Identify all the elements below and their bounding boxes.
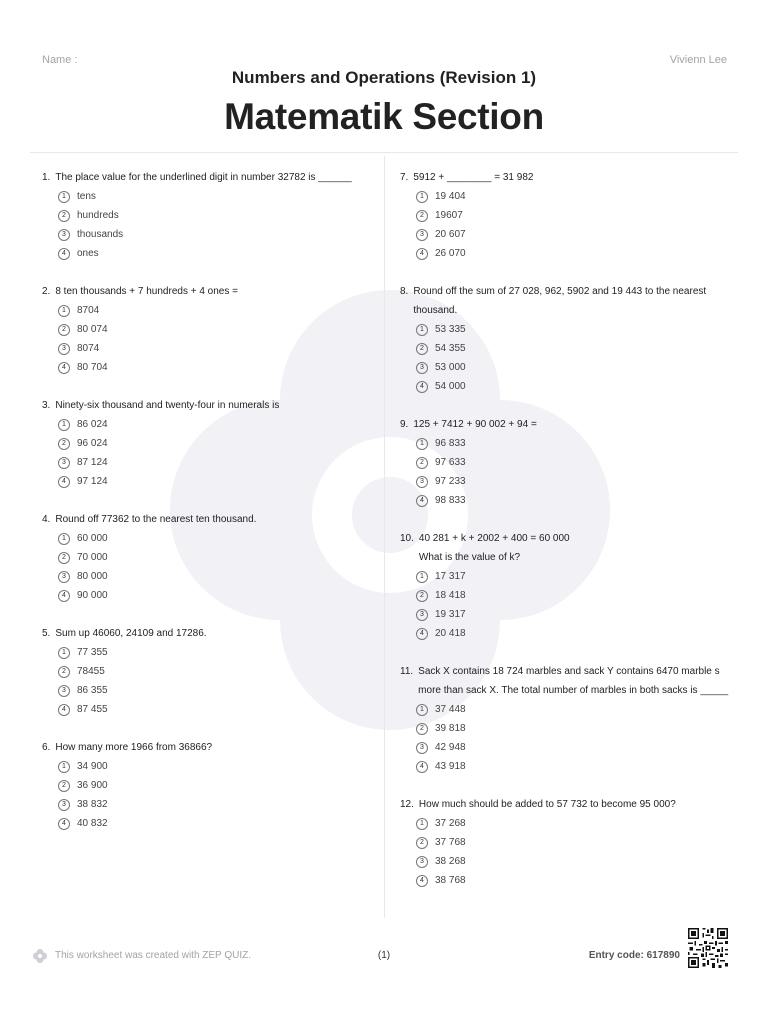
answer-options (58, 187, 372, 263)
question-item (400, 662, 730, 776)
option-number-bubble[interactable]: 4 (416, 248, 428, 260)
option-number-bubble[interactable]: 3 (58, 229, 70, 241)
answer-option[interactable] (58, 206, 372, 225)
question-number: 5. (42, 628, 51, 639)
answer-option[interactable] (416, 871, 730, 890)
answer-option[interactable] (416, 244, 730, 263)
option-text: 34 900 (77, 761, 108, 772)
option-number-bubble[interactable]: 4 (416, 761, 428, 773)
question-row (400, 662, 730, 700)
answer-option[interactable] (416, 833, 730, 852)
answer-option[interactable] (58, 225, 372, 244)
option-number-bubble[interactable]: 2 (416, 723, 428, 735)
option-text: 87 455 (77, 704, 108, 715)
option-number-bubble[interactable]: 1 (58, 761, 70, 773)
answer-option[interactable] (58, 548, 372, 567)
option-number-bubble[interactable]: 1 (416, 438, 428, 450)
option-text: 8074 (77, 343, 100, 354)
option-number-bubble[interactable]: 3 (416, 229, 428, 241)
option-text: 40 832 (77, 818, 108, 829)
option-text: 42 948 (435, 742, 466, 753)
option-number-bubble[interactable]: 2 (58, 210, 70, 222)
option-text: 78455 (77, 666, 105, 677)
question-item (400, 529, 730, 643)
option-number-bubble[interactable]: 2 (58, 780, 70, 792)
answer-option[interactable] (416, 434, 730, 453)
option-number-bubble[interactable]: 2 (58, 552, 70, 564)
answer-option[interactable] (416, 339, 730, 358)
answer-option[interactable] (416, 700, 730, 719)
question-text: How many more 1966 from 36866? (55, 742, 213, 753)
option-number-bubble[interactable]: 3 (416, 609, 428, 621)
option-text: 37 768 (435, 837, 466, 848)
option-text: 53 335 (435, 324, 466, 335)
option-text: 20 607 (435, 229, 466, 240)
right-question-column (400, 168, 730, 909)
answer-option[interactable] (416, 567, 730, 586)
option-text: 37 268 (435, 818, 466, 829)
qr-code-icon[interactable] (688, 928, 728, 968)
option-text: ones (77, 248, 99, 259)
answer-option[interactable] (416, 472, 730, 491)
answer-option[interactable] (58, 434, 372, 453)
option-number-bubble[interactable]: 4 (58, 248, 70, 260)
option-text: 8704 (77, 305, 100, 316)
question-row (42, 282, 372, 301)
option-number-bubble[interactable]: 4 (58, 590, 70, 602)
answer-options (416, 434, 730, 510)
option-text: 26 070 (435, 248, 466, 259)
option-number-bubble[interactable]: 4 (416, 495, 428, 507)
question-number: 11. (400, 666, 414, 677)
answer-option[interactable] (58, 643, 372, 662)
option-number-bubble[interactable]: 4 (58, 476, 70, 488)
option-text: 19 317 (435, 609, 466, 620)
question-row (400, 529, 730, 567)
question-number: 8. (400, 286, 409, 297)
option-number-bubble[interactable]: 3 (416, 742, 428, 754)
option-text: 70 000 (77, 552, 108, 563)
answer-option[interactable] (58, 415, 372, 434)
question-number: 10. (400, 533, 414, 544)
option-number-bubble[interactable]: 1 (416, 818, 428, 830)
option-text: 19607 (435, 210, 463, 221)
question-item (400, 282, 730, 396)
question-number: 12. (400, 799, 414, 810)
option-number-bubble[interactable]: 2 (58, 666, 70, 678)
option-text: 80 704 (77, 362, 108, 373)
answer-option[interactable] (58, 776, 372, 795)
option-text: 53 000 (435, 362, 466, 373)
option-text: 18 418 (435, 590, 466, 601)
option-text: hundreds (77, 210, 119, 221)
option-text: 97 233 (435, 476, 466, 487)
option-text: 54 355 (435, 343, 466, 354)
question-text: How much should be added to 57 732 to become 95 000? (418, 799, 676, 810)
question-text: 8 ten thousands + 7 hundreds + 4 ones = (55, 286, 238, 297)
answer-option[interactable] (416, 719, 730, 738)
question-item (400, 795, 730, 890)
option-text: 39 818 (435, 723, 466, 734)
answer-options (416, 567, 730, 643)
answer-option[interactable] (58, 795, 372, 814)
option-number-bubble[interactable]: 4 (416, 875, 428, 887)
option-number-bubble[interactable]: 2 (58, 324, 70, 336)
answer-option[interactable] (58, 814, 372, 833)
worksheet-subtitle: Numbers and Operations (Revision 1) (231, 68, 537, 87)
question-item (42, 168, 372, 263)
option-text: 90 000 (77, 590, 108, 601)
answer-options (58, 529, 372, 605)
column-divider (384, 156, 385, 918)
question-row (42, 510, 372, 529)
option-number-bubble[interactable]: 1 (58, 191, 70, 203)
question-number: 6. (42, 742, 51, 753)
answer-option[interactable] (416, 852, 730, 871)
option-number-bubble[interactable]: 2 (58, 438, 70, 450)
option-number-bubble[interactable]: 1 (416, 324, 428, 336)
option-number-bubble[interactable]: 3 (58, 685, 70, 697)
answer-option[interactable] (58, 453, 372, 472)
question-item (400, 168, 730, 263)
question-number: 2. (42, 286, 51, 297)
answer-option[interactable] (58, 244, 372, 263)
option-number-bubble[interactable]: 3 (416, 856, 428, 868)
answer-option[interactable] (58, 529, 372, 548)
answer-option[interactable] (58, 358, 372, 377)
option-text: 77 355 (77, 647, 108, 658)
option-number-bubble[interactable]: 4 (416, 381, 428, 393)
answer-option[interactable] (58, 662, 372, 681)
answer-options (58, 757, 372, 833)
question-item (42, 510, 372, 605)
option-number-bubble[interactable]: 4 (58, 818, 70, 830)
option-text: 38 832 (77, 799, 108, 810)
question-item (400, 415, 730, 510)
question-text: Ninety-six thousand and twenty-four in numerals is (55, 400, 280, 411)
option-text: 80 074 (77, 324, 108, 335)
answer-option[interactable] (416, 320, 730, 339)
question-text: Round off the sum of 27 028, 962, 5902 and 19 443 to the nearest thousand. (413, 286, 707, 316)
option-number-bubble[interactable]: 3 (58, 799, 70, 811)
answer-option[interactable] (416, 738, 730, 757)
question-text: The place value for the underlined digit in number 32782 is ______ (55, 172, 352, 183)
option-number-bubble[interactable]: 2 (416, 343, 428, 355)
option-text: tens (77, 191, 96, 202)
answer-option[interactable] (416, 491, 730, 510)
option-number-bubble[interactable]: 1 (58, 647, 70, 659)
question-text: 125 + 7412 + 90 002 + 94 = (413, 419, 537, 430)
answer-option[interactable] (416, 586, 730, 605)
option-number-bubble[interactable]: 3 (58, 343, 70, 355)
question-text: 5912 + ________ = 31 982 (413, 172, 534, 183)
option-number-bubble[interactable]: 3 (416, 362, 428, 374)
question-text: Sum up 46060, 24109 and 17286. (55, 628, 207, 639)
answer-option[interactable] (416, 605, 730, 624)
option-number-bubble[interactable]: 1 (58, 533, 70, 545)
question-row (400, 415, 730, 434)
option-text: 86 024 (77, 419, 108, 430)
answer-option[interactable] (416, 225, 730, 244)
answer-option[interactable] (58, 301, 372, 320)
option-text: 97 633 (435, 457, 466, 468)
option-text: 37 448 (435, 704, 466, 715)
header-divider (30, 152, 738, 153)
answer-option[interactable] (58, 472, 372, 491)
worksheet-title: Matematik Section (224, 96, 544, 137)
option-number-bubble[interactable]: 4 (416, 628, 428, 640)
question-text: Round off 77362 to the nearest ten thousand. (55, 514, 257, 525)
answer-option[interactable] (58, 187, 372, 206)
option-text: 98 833 (435, 495, 466, 506)
answer-option[interactable] (58, 339, 372, 358)
answer-option[interactable] (416, 624, 730, 643)
answer-options (416, 700, 730, 776)
question-number: 4. (42, 514, 51, 525)
question-text: 40 281 + k + 2002 + 400 = 60 000 What is the value of k? (418, 533, 570, 563)
footer-credit: This worksheet was created with ZEP QUIZ. (55, 950, 251, 961)
option-text: 96 024 (77, 438, 108, 449)
author-name: Vivienn Lee (669, 54, 727, 66)
option-text: 38 268 (435, 856, 466, 867)
name-label: Name : (42, 54, 78, 66)
question-item (42, 396, 372, 491)
option-text: 19 404 (435, 191, 466, 202)
question-row (400, 795, 730, 814)
option-number-bubble[interactable]: 4 (58, 362, 70, 374)
option-text: 43 918 (435, 761, 466, 772)
question-item (42, 738, 372, 833)
option-text: 54 000 (435, 381, 466, 392)
answer-option[interactable] (416, 206, 730, 225)
question-number: 3. (42, 400, 51, 411)
question-text: Sack X contains 18 724 marbles and sack Y contains 6470 marble s more than sack X. The total number of marbles in both sacks is _____ (418, 666, 729, 696)
option-number-bubble[interactable]: 4 (58, 704, 70, 716)
question-row (400, 168, 730, 187)
answer-option[interactable] (416, 377, 730, 396)
option-number-bubble[interactable]: 1 (416, 571, 428, 583)
option-number-bubble[interactable]: 3 (58, 571, 70, 583)
option-text: 96 833 (435, 438, 466, 449)
answer-option[interactable] (58, 700, 372, 719)
option-text: 87 124 (77, 457, 108, 468)
answer-option[interactable] (416, 757, 730, 776)
question-item (42, 282, 372, 377)
question-row (42, 738, 372, 757)
question-row (42, 396, 372, 415)
option-text: 97 124 (77, 476, 108, 487)
answer-option[interactable] (58, 567, 372, 586)
answer-options (416, 320, 730, 396)
answer-options (58, 301, 372, 377)
option-number-bubble[interactable]: 1 (58, 305, 70, 317)
answer-option[interactable] (416, 814, 730, 833)
option-text: 38 768 (435, 875, 466, 886)
answer-options (58, 643, 372, 719)
left-question-column (42, 168, 372, 852)
question-item (42, 624, 372, 719)
answer-option[interactable] (58, 320, 372, 339)
question-number: 1. (42, 172, 51, 183)
option-number-bubble[interactable]: 2 (416, 457, 428, 469)
option-number-bubble[interactable]: 2 (416, 590, 428, 602)
option-text: 60 000 (77, 533, 108, 544)
answer-options (416, 187, 730, 263)
option-number-bubble[interactable]: 2 (416, 210, 428, 222)
option-text: 80 000 (77, 571, 108, 582)
answer-option[interactable] (416, 358, 730, 377)
option-text: 36 900 (77, 780, 108, 791)
question-row (42, 168, 372, 187)
answer-option[interactable] (58, 757, 372, 776)
option-number-bubble[interactable]: 1 (416, 191, 428, 203)
option-text: 20 418 (435, 628, 466, 639)
question-number: 7. (400, 172, 409, 183)
option-text: 86 355 (77, 685, 108, 696)
option-number-bubble[interactable]: 1 (416, 704, 428, 716)
page-number: (1) (377, 950, 391, 961)
answer-option[interactable] (416, 187, 730, 206)
answer-option[interactable] (58, 681, 372, 700)
entry-code: Entry code: 617890 (588, 950, 680, 961)
question-row (42, 624, 372, 643)
option-number-bubble[interactable]: 1 (58, 419, 70, 431)
answer-option[interactable] (416, 453, 730, 472)
option-text: 17 317 (435, 571, 466, 582)
answer-option[interactable] (58, 586, 372, 605)
answer-options (416, 814, 730, 890)
option-text: thousands (77, 229, 124, 240)
option-number-bubble[interactable]: 2 (416, 837, 428, 849)
answer-options (58, 415, 372, 491)
option-number-bubble[interactable]: 3 (416, 476, 428, 488)
question-row (400, 282, 730, 320)
question-number: 9. (400, 419, 409, 430)
option-number-bubble[interactable]: 3 (58, 457, 70, 469)
